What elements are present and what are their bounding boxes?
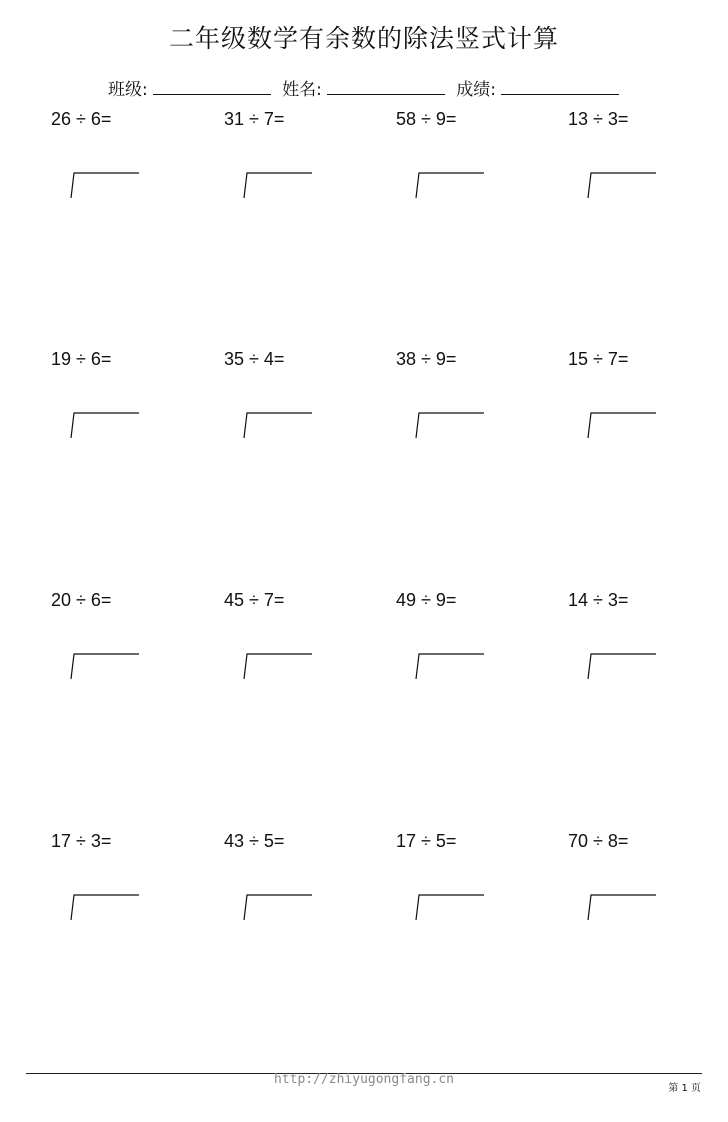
class-blank: [153, 78, 271, 95]
name-label: 姓名:: [282, 80, 322, 100]
problem-expression: 70 ÷ 8=: [568, 831, 629, 851]
problem-expression: 20 ÷ 6=: [51, 590, 112, 610]
problem-item: [51, 830, 201, 930]
score-blank: [501, 78, 619, 95]
problem-item: [568, 108, 718, 208]
problem-expression: 45 ÷ 7=: [224, 590, 285, 610]
problem-expression: 49 ÷ 9=: [396, 590, 457, 610]
problem-expression: 19 ÷ 6=: [51, 349, 112, 369]
problem-item: [568, 830, 718, 930]
problem-item: [568, 589, 718, 689]
worksheet-title: 二年级数学有余数的除法竖式计算: [168, 24, 559, 53]
problem-item: [51, 348, 201, 448]
problem-expression: 31 ÷ 7=: [224, 109, 285, 129]
long-division-bracket: [412, 892, 486, 922]
problem-expression: 14 ÷ 3=: [568, 590, 629, 610]
long-division-bracket: [584, 410, 658, 440]
problem-expression: 38 ÷ 9=: [396, 349, 457, 369]
student-info-line: [108, 78, 625, 102]
page-number: 第 1 页: [668, 1083, 701, 1094]
problem-expression: 13 ÷ 3=: [568, 109, 629, 129]
problem-item: [396, 108, 546, 208]
long-division-bracket: [584, 892, 658, 922]
name-blank: [327, 78, 445, 95]
long-division-bracket: [412, 410, 486, 440]
long-division-bracket: [67, 170, 141, 200]
long-division-bracket: [67, 651, 141, 681]
problem-expression: 17 ÷ 5=: [396, 831, 457, 851]
footer-url: http://zhiyugongfang.cn: [273, 1072, 454, 1087]
problem-item: [396, 348, 546, 448]
problem-expression: 26 ÷ 6=: [51, 109, 112, 129]
score-label: 成绩:: [456, 80, 497, 100]
long-division-bracket: [412, 170, 486, 200]
class-label: 班级:: [108, 80, 148, 100]
problem-item: [224, 830, 374, 930]
problem-expression: 17 ÷ 3=: [51, 831, 112, 851]
problem-item: [51, 589, 201, 689]
problem-item: [224, 589, 374, 689]
long-division-bracket: [240, 651, 314, 681]
long-division-bracket: [584, 651, 658, 681]
long-division-bracket: [240, 170, 314, 200]
long-division-bracket: [584, 170, 658, 200]
long-division-bracket: [67, 892, 141, 922]
problem-item: [51, 108, 201, 208]
problem-expression: 15 ÷ 7=: [568, 349, 629, 369]
long-division-bracket: [240, 892, 314, 922]
problem-item: [224, 108, 374, 208]
long-division-bracket: [240, 410, 314, 440]
problem-item: [396, 830, 546, 930]
problem-item: [568, 348, 718, 448]
problem-item: [224, 348, 374, 448]
problem-item: [396, 589, 546, 689]
long-division-bracket: [412, 651, 486, 681]
problem-expression: 35 ÷ 4=: [224, 349, 285, 369]
problem-expression: 43 ÷ 5=: [224, 831, 285, 851]
long-division-bracket: [67, 410, 141, 440]
problem-expression: 58 ÷ 9=: [396, 109, 457, 129]
